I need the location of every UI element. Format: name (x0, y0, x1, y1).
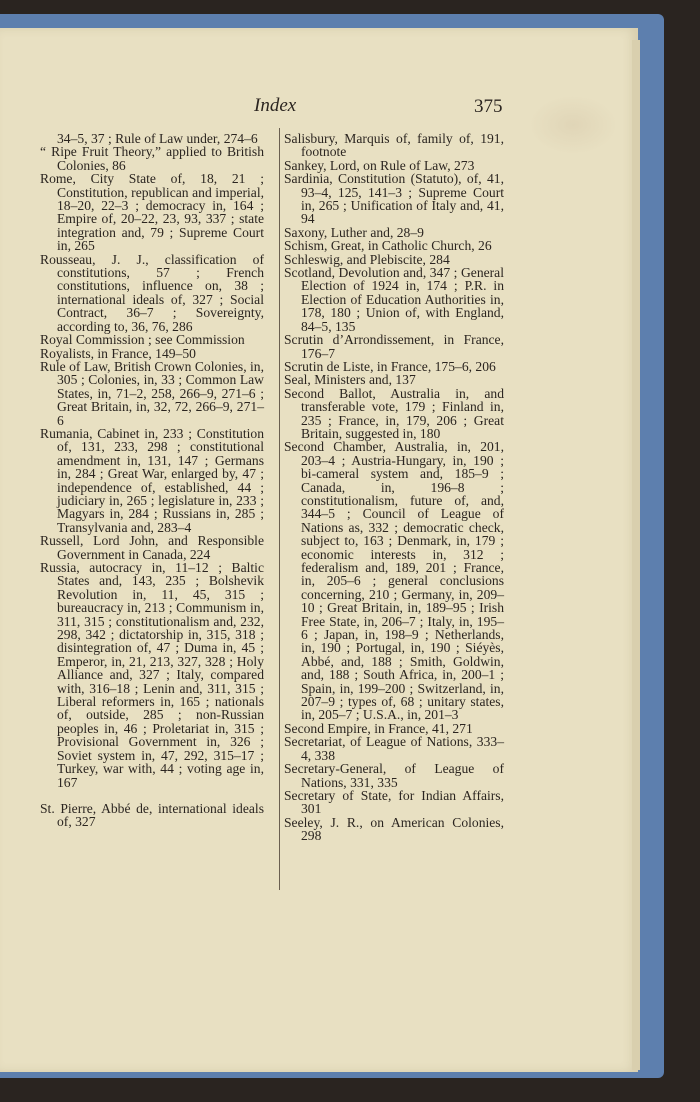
index-entry: St. Pierre, Abbé de, international ideals of, 327 (40, 800, 264, 830)
index-entry: Scotland, Devolution and, 347 ; General Election of 1924 in, 174 ; P.R. in Election of Education Authorities in, 178, 180 ; Union of, with England, 84–5, 135 (284, 265, 504, 334)
index-entry: Russia, autocracy in, 11–12 ; Baltic States and, 143, 235 ; Bolshevik Revolution in, 11, 45, 315 ; bureaucracy in, 213 ; Communism in, 311, 315 ; constitutionalism and, 232, 298, 342 ; dictatorship in, 315, 318 ; disintegration of, 47 ; Duma in, 45 ; Emperor, in, 21, 213, 327, 328 ; Holy Alliance and, 327 ; Italy, compared with, 316–18 ; Lenin and, 311, 315 ; Liberal reformers in, 165 ; nationals of, outside, 285 ; non-Russian peoples in, 46 ; Proletariat in, 315 ; Provisional Government in, 326 ; Soviet system in, 47, 292, 315–17 ; Turkey, war with, 44 ; voting age in, 167 (40, 560, 264, 790)
page-edge (632, 40, 640, 1070)
index-entry: Royalists, in France, 149–50 (40, 345, 196, 361)
index-entry: Seeley, J. R., on American Colonies, 298 (284, 814, 504, 844)
index-entry: Second Empire, in France, 41, 271 (284, 720, 473, 736)
index-entry: Scrutin d’Arrondissement, in France, 176–7 (284, 332, 504, 361)
running-head: Index (254, 95, 297, 116)
index-entry: Secretariat, of League of Nations, 333–4, 338 (284, 734, 504, 763)
index-entry: Rome, City State of, 18, 21 ; Constitution, republican and imperial, 18–20, 22–3 ; democracy in, 164 ; Empire of, 20–22, 23, 93, 337 ; state integration and, 79 ; Supreme Court in, 265 (40, 171, 264, 254)
index-entry: 34–5, 37 ; Rule of Law under, 274–6 (57, 131, 258, 146)
index-entry: Secretary-General, of League of Nations, 331, 335 (284, 761, 504, 790)
index-entry: Royal Commission ; see Commission (40, 332, 245, 348)
index-entry: Saxony, Luther and, 28–9 (284, 224, 424, 240)
library-stamp (528, 95, 618, 155)
index-entry: Rule of Law, British Crown Colonies, in, 305 ; Colonies, in, 33 ; Common Law States, in, 71–2, 258, 266–9, 271–6 ; Great Britain, in, 32, 72, 266–9, 271–6 (40, 358, 264, 428)
index-entry: Second Ballot, Australia in, and transferable vote, 179 ; Finland in, 235 ; France, in, 179, 206 ; Great Britain, suggested in, 180 (284, 385, 504, 441)
index-entry: Sankey, Lord, on Rule of Law, 273 (284, 157, 475, 173)
page-number: 375 (474, 96, 503, 117)
index-entry: Secretary of State, for Indian Affairs, 301 (284, 787, 504, 817)
index-entry: Schism, Great, in Catholic Church, 26 (284, 238, 492, 254)
index-entry: Second Chamber, Australia, in, 201, 203–4 ; Austria-Hungary, in, 190 ; bi-cameral system and, 185–9 ; Canada, in, 196–8 ; constitutionalism, future of, and, 344–5 ; Council of League of Nations as, 332 ; democratic check, subject to, 163 ; Denmark, in, 179 ; economic interests in, 312 ; federalism and, 189, 201 ; France, in, 205–6 ; general conclusions concerning, 210 ; Germany, in, 209–10 ; Great Britain, in, 189–95 ; Irish Free State, in, 206–7 ; Italy, in, 195–6 ; Japan, in, 198–9 ; Netherlands, in, 190 ; Portugal, in, 190 ; Siéyès, Abbé, and, 188 ; Smith, Goldwin, and, 188 ; South Africa, in, 200–1 ; Spain, in, 199–200 ; Switzerland, in, 207–9 ; types of, 68 ; unitary states, in, 205–7 ; U.S.A., in, 201–3 (284, 439, 504, 723)
index-entry: Salisbury, Marquis of, family of, 191, footnote (284, 131, 504, 160)
index-column-right (284, 132, 504, 843)
index-entry: Rumania, Cabinet in, 233 ; Constitution of, 131, 233, 298 ; constitutional amendment in, 131, 147 ; Germans in, 284 ; Great War, enlarged by, 47 ; independence of, established, 44 ; judiciary in, 265 ; legislature in, 233 ; Magyars in, 284 ; Russians in, 285 ; Transylvania and, 283–4 (40, 425, 264, 535)
index-entry: Sardinia, Constitution (Statuto), of, 41, 93–4, 125, 141–3 ; Supreme Court in, 265 ; Unification of Italy and, 41, 94 (284, 171, 504, 227)
index-column-left (40, 132, 264, 829)
index-entry: Scrutin de Liste, in France, 175–6, 206 (284, 358, 496, 374)
index-entry: Rousseau, J. J., classification of constitutions, 57 ; French constitutions, influence on, 38 ; international ideals of, 327 ; Social Contract, 36–7 ; Sovereignty, according to, 36, 76, 286 (40, 251, 264, 334)
index-entry: Schleswig, and Plebiscite, 284 (284, 251, 450, 267)
index-entry: Seal, Ministers and, 137 (284, 372, 416, 388)
index-entry: Russell, Lord John, and Responsible Government in Canada, 224 (40, 533, 264, 562)
column-rule (279, 128, 280, 890)
index-entry: “ Ripe Fruit Theory,” applied to British Colonies, 86 (40, 144, 264, 173)
